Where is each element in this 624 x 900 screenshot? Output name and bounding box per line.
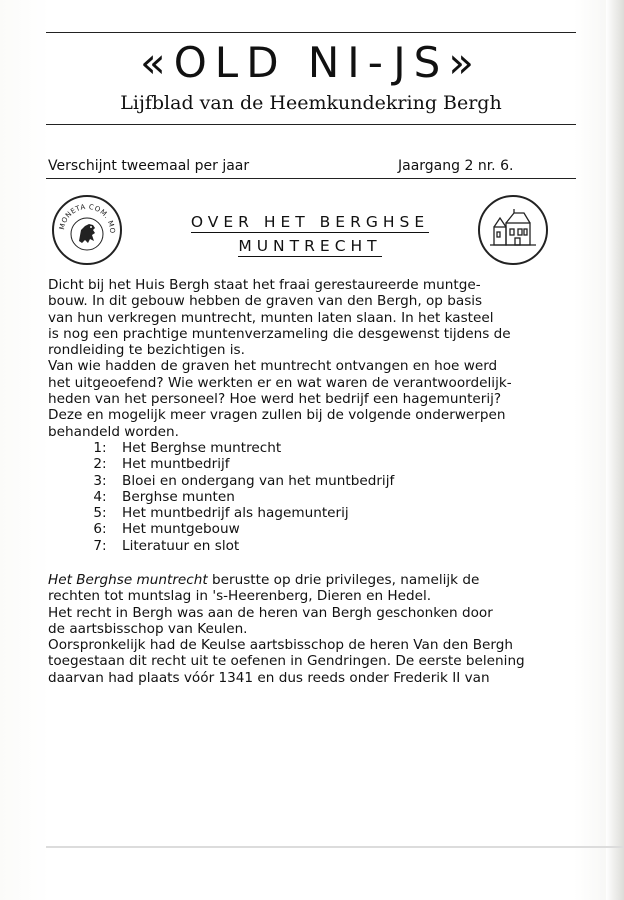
list-item: 3: Bloei en ondergang van het muntbedrijf (76, 473, 394, 489)
body-line: heden van het personeel? Hoe werd het bedrijf een hagemunterij? (48, 391, 502, 408)
section-muntrecht (48, 572, 578, 686)
castle-seal-logo (478, 195, 548, 265)
article-title-text1: OVER HET BERGHSE (190, 213, 430, 231)
castle-building-icon (480, 197, 546, 263)
list-item: 2: Het muntbedrijf (76, 456, 394, 472)
topic-label: Het muntbedrijf (122, 456, 230, 473)
list-item: 6: Het muntgebouw (76, 521, 394, 537)
topic-number: 5 (93, 505, 102, 522)
topic-label: Bloei en ondergang van het muntbedrijf (122, 472, 395, 489)
topic-number: 6 (93, 521, 102, 538)
topic-number: 7 (93, 537, 102, 554)
list-item: 1: Het Berghse muntrecht (76, 440, 394, 456)
body-line: rondleiding te bezichtigen is. (48, 342, 245, 359)
issue-volume: Jaargang 2 nr. 6. (398, 158, 514, 174)
body-line: daarvan had plaats vóór 1341 en dus reeds onder Frederik II van (48, 669, 490, 686)
body-line: Oorspronkelijk had de Keulse aartsbisschop de heren Van den Bergh (48, 637, 513, 654)
topic-label: Het Berghse muntrecht (122, 440, 282, 456)
body-line: rechten tot muntslag in 's-Heerenberg, Dieren en Hedel. (48, 588, 432, 605)
body-line: Van wie hadden de graven het muntrecht ontvangen en hoe werd (48, 358, 498, 375)
body-line: toegestaan dit recht uit te oefenen in Gendringen. De eerste belening (48, 653, 525, 670)
issue-frequency: Verschijnt tweemaal per jaar (48, 158, 250, 174)
page-edge-shadow (606, 0, 624, 900)
masthead-title: «OLD NI-JS» (140, 38, 482, 87)
list-item: 5: Het muntbedrijf als hagemunterij (76, 505, 394, 521)
topic-list (76, 440, 394, 554)
topic-label: Het muntbedrijf als hagemunterij (122, 505, 349, 522)
body-line: behandeld worden. (48, 423, 179, 440)
issue-rule (46, 178, 576, 179)
topic-number: 2 (93, 456, 102, 473)
topic-label: Literatuur en slot (122, 537, 240, 554)
masthead-top-rule (46, 32, 576, 33)
topic-number: 1 (93, 440, 102, 456)
body-line: de aartsbisschop van Keulen. (48, 620, 248, 637)
body-line: Dicht bij het Huis Bergh staat het fraai gerestaureerde muntge- (48, 277, 481, 293)
moneta-seal-logo (52, 195, 122, 265)
list-item: 7: Literatuur en slot (76, 538, 394, 554)
body-line: bouw. In dit gebouw hebben de graven van den Bergh, op basis (48, 293, 483, 310)
body-line: Het recht in Bergh was aan de heren van Bergh geschonken door (48, 604, 493, 621)
body-line (48, 572, 578, 588)
topic-label: Berghse munten (122, 488, 235, 505)
topic-number: 4 (93, 488, 102, 505)
body-line: van hun verkregen muntrecht, munten laten slaan. In het kasteel (48, 309, 494, 326)
masthead-bottom-rule (46, 124, 576, 125)
topic-number: 3 (93, 472, 102, 489)
moneta-seal-graphic (54, 197, 120, 263)
topic-label: Het muntgebouw (122, 521, 240, 538)
section-lead: Het Berghse muntrecht (48, 572, 208, 588)
heraldic-lion-icon (79, 224, 95, 243)
body-line: Deze en mogelijk meer vragen zullen bij de volgende onderwerpen (48, 407, 506, 424)
body-text: berustte op drie privileges, namelijk de (207, 572, 480, 588)
body-line: is nog een prachtige muntenverzameling die desgewenst tijdens de (48, 325, 511, 342)
body-line: het uitgeoefend? Wie werkten er en wat waren de verantwoordelijk- (48, 374, 512, 391)
masthead-subtitle: Lijfblad van de Heemkundekring Bergh (120, 92, 502, 114)
article-title-line2 (160, 237, 460, 255)
list-item: 4: Berghse munten (76, 489, 394, 505)
article-intro (48, 277, 578, 440)
article-title-line1 (160, 213, 460, 231)
article-title-text2: MUNTRECHT (238, 237, 382, 255)
svg-text:MONETA COM. MONT.: MONETA COM. MO (58, 202, 117, 234)
page-bottom-edge (46, 846, 624, 848)
